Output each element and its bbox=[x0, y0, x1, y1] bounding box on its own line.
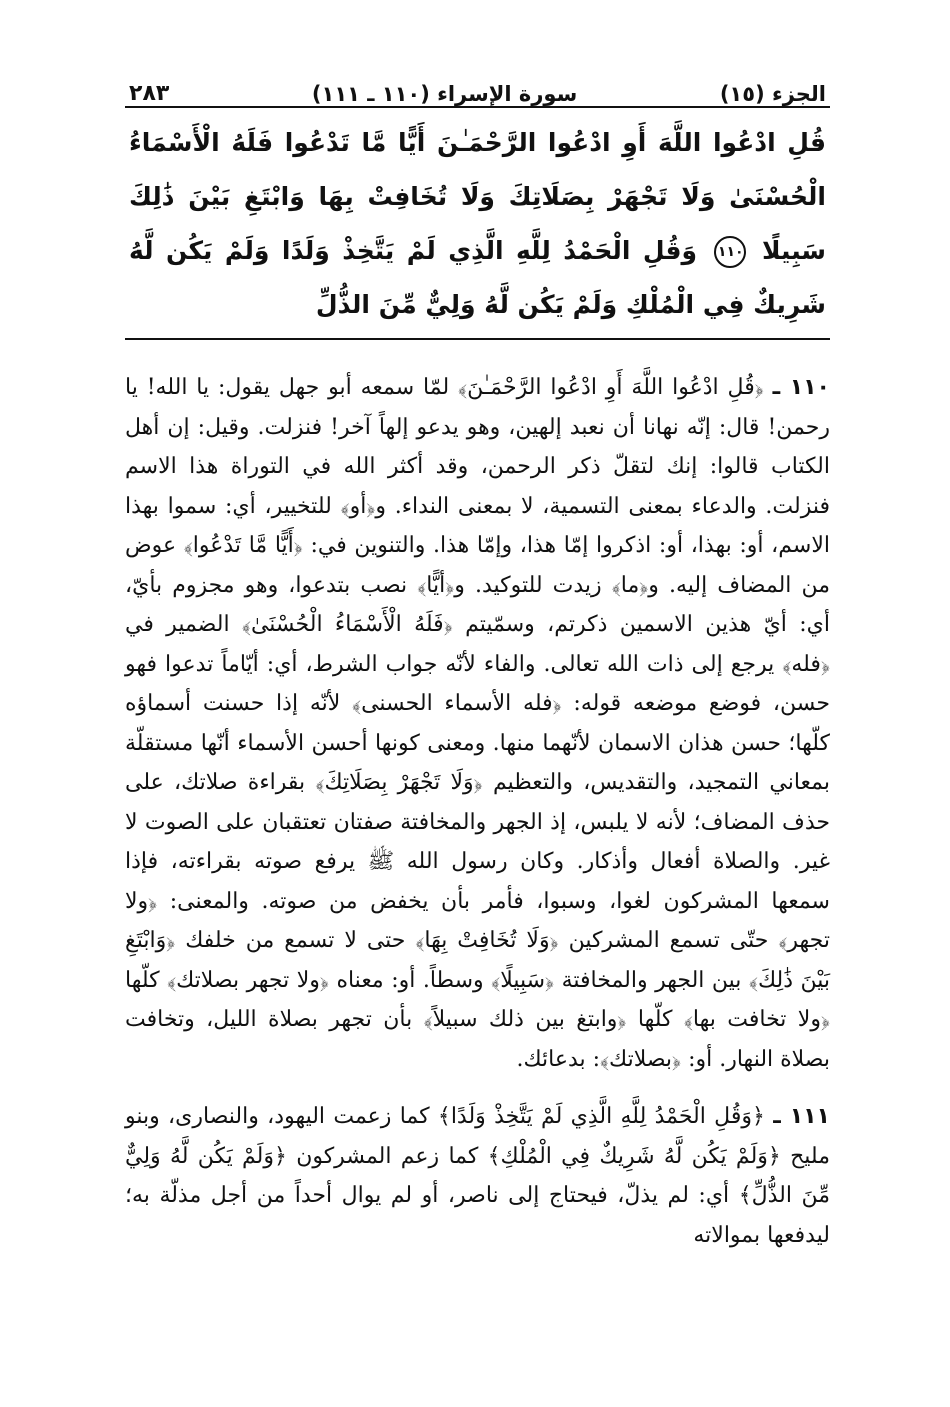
verse-110-text: قُلِ ادْعُوا اللَّهَ أَوِ ادْعُوا الرَّحْمَـٰنَ أَيًّا مَّا تَدْعُوا فَلَهُ الْأَسْمَاءُ الْحُسْنَىٰ وَلَا تَجْهَرْ بِصَلَاتِكَ وَلَا تُخَافِتْ بِهَا وَابْتَغِ بَيْنَ ذَٰلِكَ سَبِيلًا bbox=[129, 128, 826, 265]
commentary-paragraph bbox=[125, 1097, 830, 1255]
commentary-text: ﴿وَقُلِ الْحَمْدُ لِلَّهِ الَّذِي لَمْ يَتَّخِذْ وَلَدًا﴾ كما زعمت اليهود، والنصارى، وبنو مليح ﴿وَلَمْ يَكُن لَّهُ شَرِيكٌ فِي الْمُلْكِ﴾ كما زعم المشركون ﴿وَلَمْ يَكُن لَّهُ وَلِيٌّ مِّنَ الذُّلِّ﴾ أي: لم يذلّ، فيحتاج إلى ناصر، أو لم يوال أحداً من أجل مذلّة به؛ ليدفعها بموالاته bbox=[125, 1104, 830, 1248]
verse-ref-number: ١١١ ـ bbox=[773, 1104, 830, 1129]
commentary-text: ﴿قُلِ ادْعُوا اللَّهَ أَوِ ادْعُوا الرَّحْمَـٰنَ﴾ لمّا سمعه أبو جهل يقول: يا الله! يا رحمن! قال: إنّه نهانا أن نعبد إلهين، وهو يدعو إلهاً آخر! فنزلت. وقيل: إن أهل الكتاب قالوا: إنك لتقلّ ذكر الرحمن، وقد أكثر الله في التوراة هذا الاسم فنزلت. والدعاء بمعنى التسمية، لا بمعنى النداء. و﴿أو﴾ للتخيير، أي: سموا بهذا الاسم، أو: بهذا، أو: اذكروا إمّا هذا، وإمّا هذا. والتنوين في: ﴿أَيًّا مَّا تَدْعُوا﴾ عوض من المضاف إليه. و﴿ما﴾ زيدت للتوكيد. و﴿أيًّا﴾ نصب بتدعوا، وهو مجزوم بأيّ، أي: أيّ هذين الاسمين ذكرتم، وسمّيتم ﴿فَلَهُ الْأَسْمَاءُ الْحُسْنَىٰ﴾ الضمير في ﴿فله﴾ يرجع إلى ذات الله تعالى. والفاء لأنّه جواب الشرط، أي: أيّاماً تدعوا فهو حسن، فوضع موضعه قوله: ﴿فله الأسماء الحسنى﴾ لأنّه إذا حسنت أسماؤه كلّها؛ حسن هذان الاسمان لأنّهما منها. ومعنى كونها أحسن الأسماء أنّها مستقلّة بمعاني التمجيد، والتقديس، والتعظيم ﴿وَلَا تَجْهَرْ بِصَلَاتِكَ﴾ بقراءة صلاتك، على حذف المضاف؛ لأنه لا يلبس، إذ الجهر والمخافتة صفتان تعتقبان على الصوت لا غير. والصلاة أفعال وأذكار. وكان رسول الله ﷺ يرفع صوته بقراءته، فإذا سمعها المشركون لغوا، وسبوا، فأمر بأن يخفض من صوته. والمعنى: ﴿ولا تجهر﴾ حتّى تسمع المشركين ﴿وَلَا تُخَافِتْ بِهَا﴾ حتى لا تسمع من خلفك ﴿وَابْتَغِ بَيْنَ ذَٰلِكَ﴾ بين الجهر والمخافتة ﴿سَبِيلًا﴾ وسطاً. أو: معناه ﴿ولا تجهر بصلاتك﴾ كلّها ﴿ولا تخافت بها﴾ كلّها ﴿وابتغ بين ذلك سبيلاً﴾ بأن تجهر بصلاة الليل، وتخافت بصلاة النهار. أو: ﴿بصلاتك﴾: بدعائك. bbox=[125, 375, 830, 1072]
verse-111-text: وَقُلِ الْحَمْدُ لِلَّهِ الَّذِي لَمْ يَتَّخِذْ وَلَدًا وَلَمْ يَكُن لَّهُ شَرِيكٌ فِي الْمُلْكِ وَلَمْ يَكُن لَّهُ وَلِيٌّ مِّنَ الذُّلِّ bbox=[129, 236, 826, 319]
book-page bbox=[125, 70, 830, 1255]
page-header bbox=[125, 70, 830, 106]
verse-ref-number: ١١٠ ـ bbox=[772, 375, 830, 400]
page-number: ٢٨٣ bbox=[129, 81, 170, 106]
quran-verses bbox=[125, 110, 830, 338]
juz-label: الجزء (١٥) bbox=[719, 82, 826, 106]
verse-number-marker: ١١٠ bbox=[714, 236, 746, 268]
commentary-paragraph bbox=[125, 368, 830, 1079]
header-rule bbox=[125, 106, 830, 108]
verses-rule bbox=[125, 338, 830, 340]
surah-title: سورة الإسراء (١١٠ ـ ١١١) bbox=[311, 82, 578, 106]
commentary-body bbox=[125, 368, 830, 1255]
